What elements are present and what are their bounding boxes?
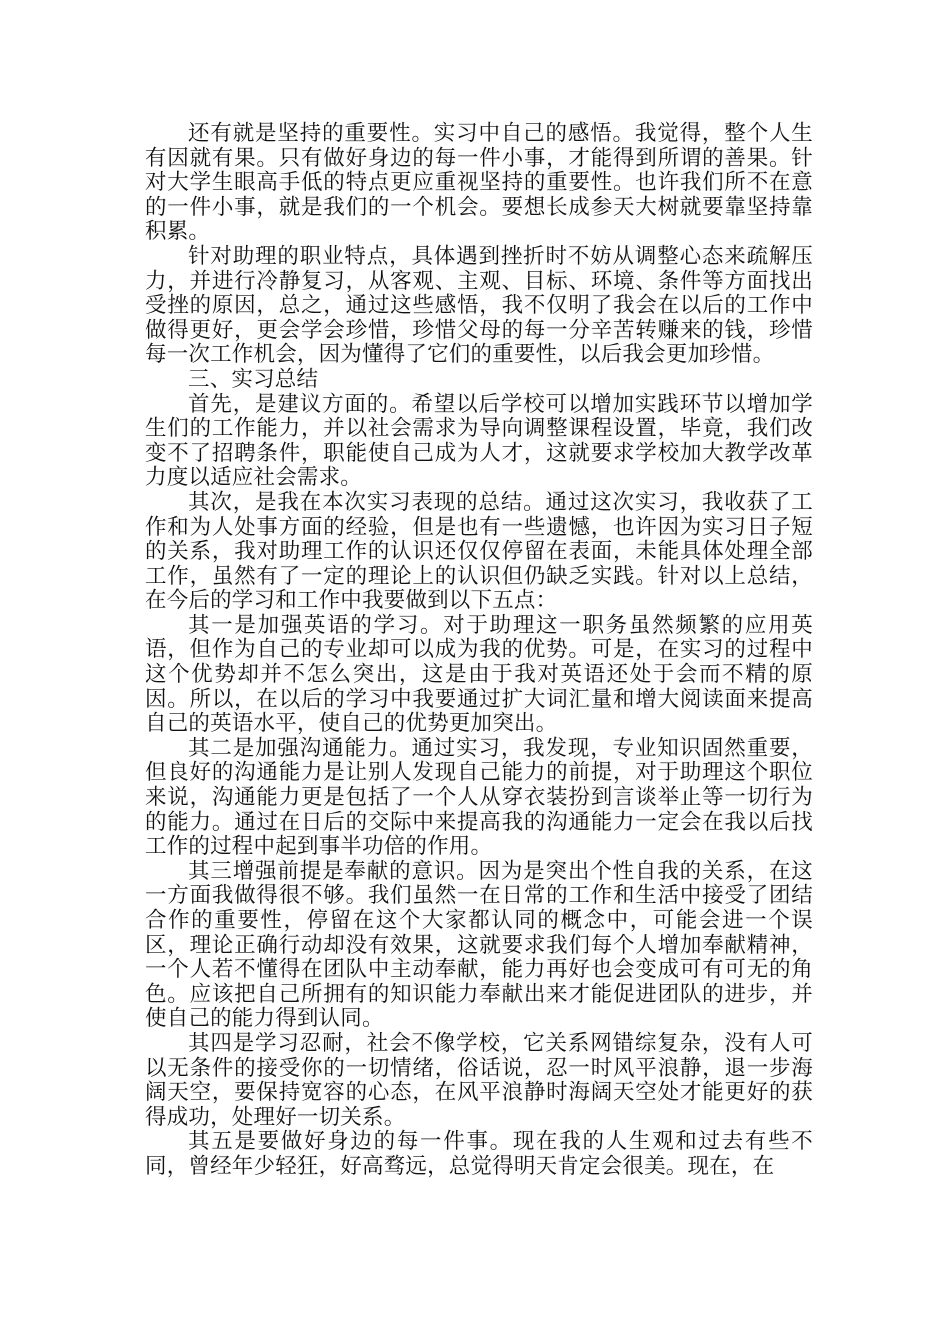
paragraph-point-four-patience: 其四是学习忍耐，社会不像学校，它关系网错综复杂，没有人可以无条件的接受你的一切情绪，俗话说，忍一时风平浪静，退一步海阔天空，要保持宽容的心态，在风平浪静时海阔天空处才能更好的获得成功，处理好一切关系。 [145, 1030, 813, 1130]
paragraph-point-one-english: 其一是加强英语的学习。对于助理这一职务虽然频繁的应用英语，但作为自己的专业却可以成为我的优势。可是，在实习的过程中这个优势却并不怎么突出，这是由于我对英语还处于会而不精的原因。所以，在以后的学习中我要通过扩大词汇量和增大阅读面来提高自己的英语水平，使自己的优势更加突出。 [145, 612, 813, 737]
document-body [145, 122, 813, 1180]
paragraph-point-five-everyday: 其五是要做好身边的每一件事。现在我的人生观和过去有些不同，曾经年少轻狂，好高骛远，总觉得明天肯定会很美。现在，在 [145, 1129, 813, 1179]
paragraph-point-two-communication: 其二是加强沟通能力。通过实习，我发现，专业知识固然重要，但良好的沟通能力是让别人发现自己能力的前提，对于助理这个职位来说，沟通能力更是包括了一个人从穿衣装扮到言谈举止等一切行为的能力。通过在日后的交际中来提高我的沟通能力一定会在我以后找工作的过程中起到事半功倍的作用。 [145, 735, 813, 860]
paragraph-assistant-traits: 针对助理的职业特点，具体遇到挫折时不妨从调整心态来疏解压力，并进行冷静复习，从客观、主观、目标、环境、条件等方面找出受挫的原因，总之，通过这些感悟，我不仅明了我会在以后的工作中做得更好，更会学会珍惜，珍惜父母的每一分辛苦转赚来的钱，珍惜每一次工作机会，因为懂得了它们的重要性，以后我会更加珍惜。 [145, 243, 813, 368]
paragraph-persistence: 还有就是坚持的重要性。实习中自己的感悟。我觉得，整个人生有因就有果。只有做好身边的每一件小事，才能得到所谓的善果。针对大学生眼高手低的特点更应重视坚持的重要性。也许我们所不在意的一件小事，就是我们的一个机会。要想长成参天大树就要靠坚持靠积累。 [145, 121, 813, 245]
paragraph-performance-summary: 其次，是我在本次实习表现的总结。通过这次实习，我收获了工作和为人处事方面的经验，但是也有一些遗憾，也许因为实习日子短的关系，我对助理工作的认识还仅仅停留在表面，未能具体处理全部工作，虽然有了一定的理论上的认识但仍缺乏实践。针对以上总结，在今后的学习和工作中我要做到以下五点： [145, 489, 813, 614]
paragraph-suggestions: 首先，是建议方面的。希望以后学校可以增加实践环节以增加学生们的工作能力，并以社会需求为导向调整课程设置，毕竟，我们改变不了招聘条件，职能使自己成为人才，这就要求学校加大教学改革力度以适应社会需求。 [145, 391, 813, 491]
paragraph-point-three-dedication: 其三增强前提是奉献的意识。因为是突出个性自我的关系，在这一方面我做得很不够。我们虽然一在日常的工作和生活中接受了团结合作的重要性，停留在这个大家都认同的概念中，可能会进一个误区，理论正确行动却没有效果，这就要求我们每个人增加奉献精神，一个人若不懂得在团队中主动奉献，能力再好也会变成可有可无的角色。应该把自己所拥有的知识能力奉献出来才能促进团队的进步，并使自己的能力得到认同。 [145, 858, 813, 1032]
section-heading-summary: 三、实习总结 [188, 366, 319, 392]
